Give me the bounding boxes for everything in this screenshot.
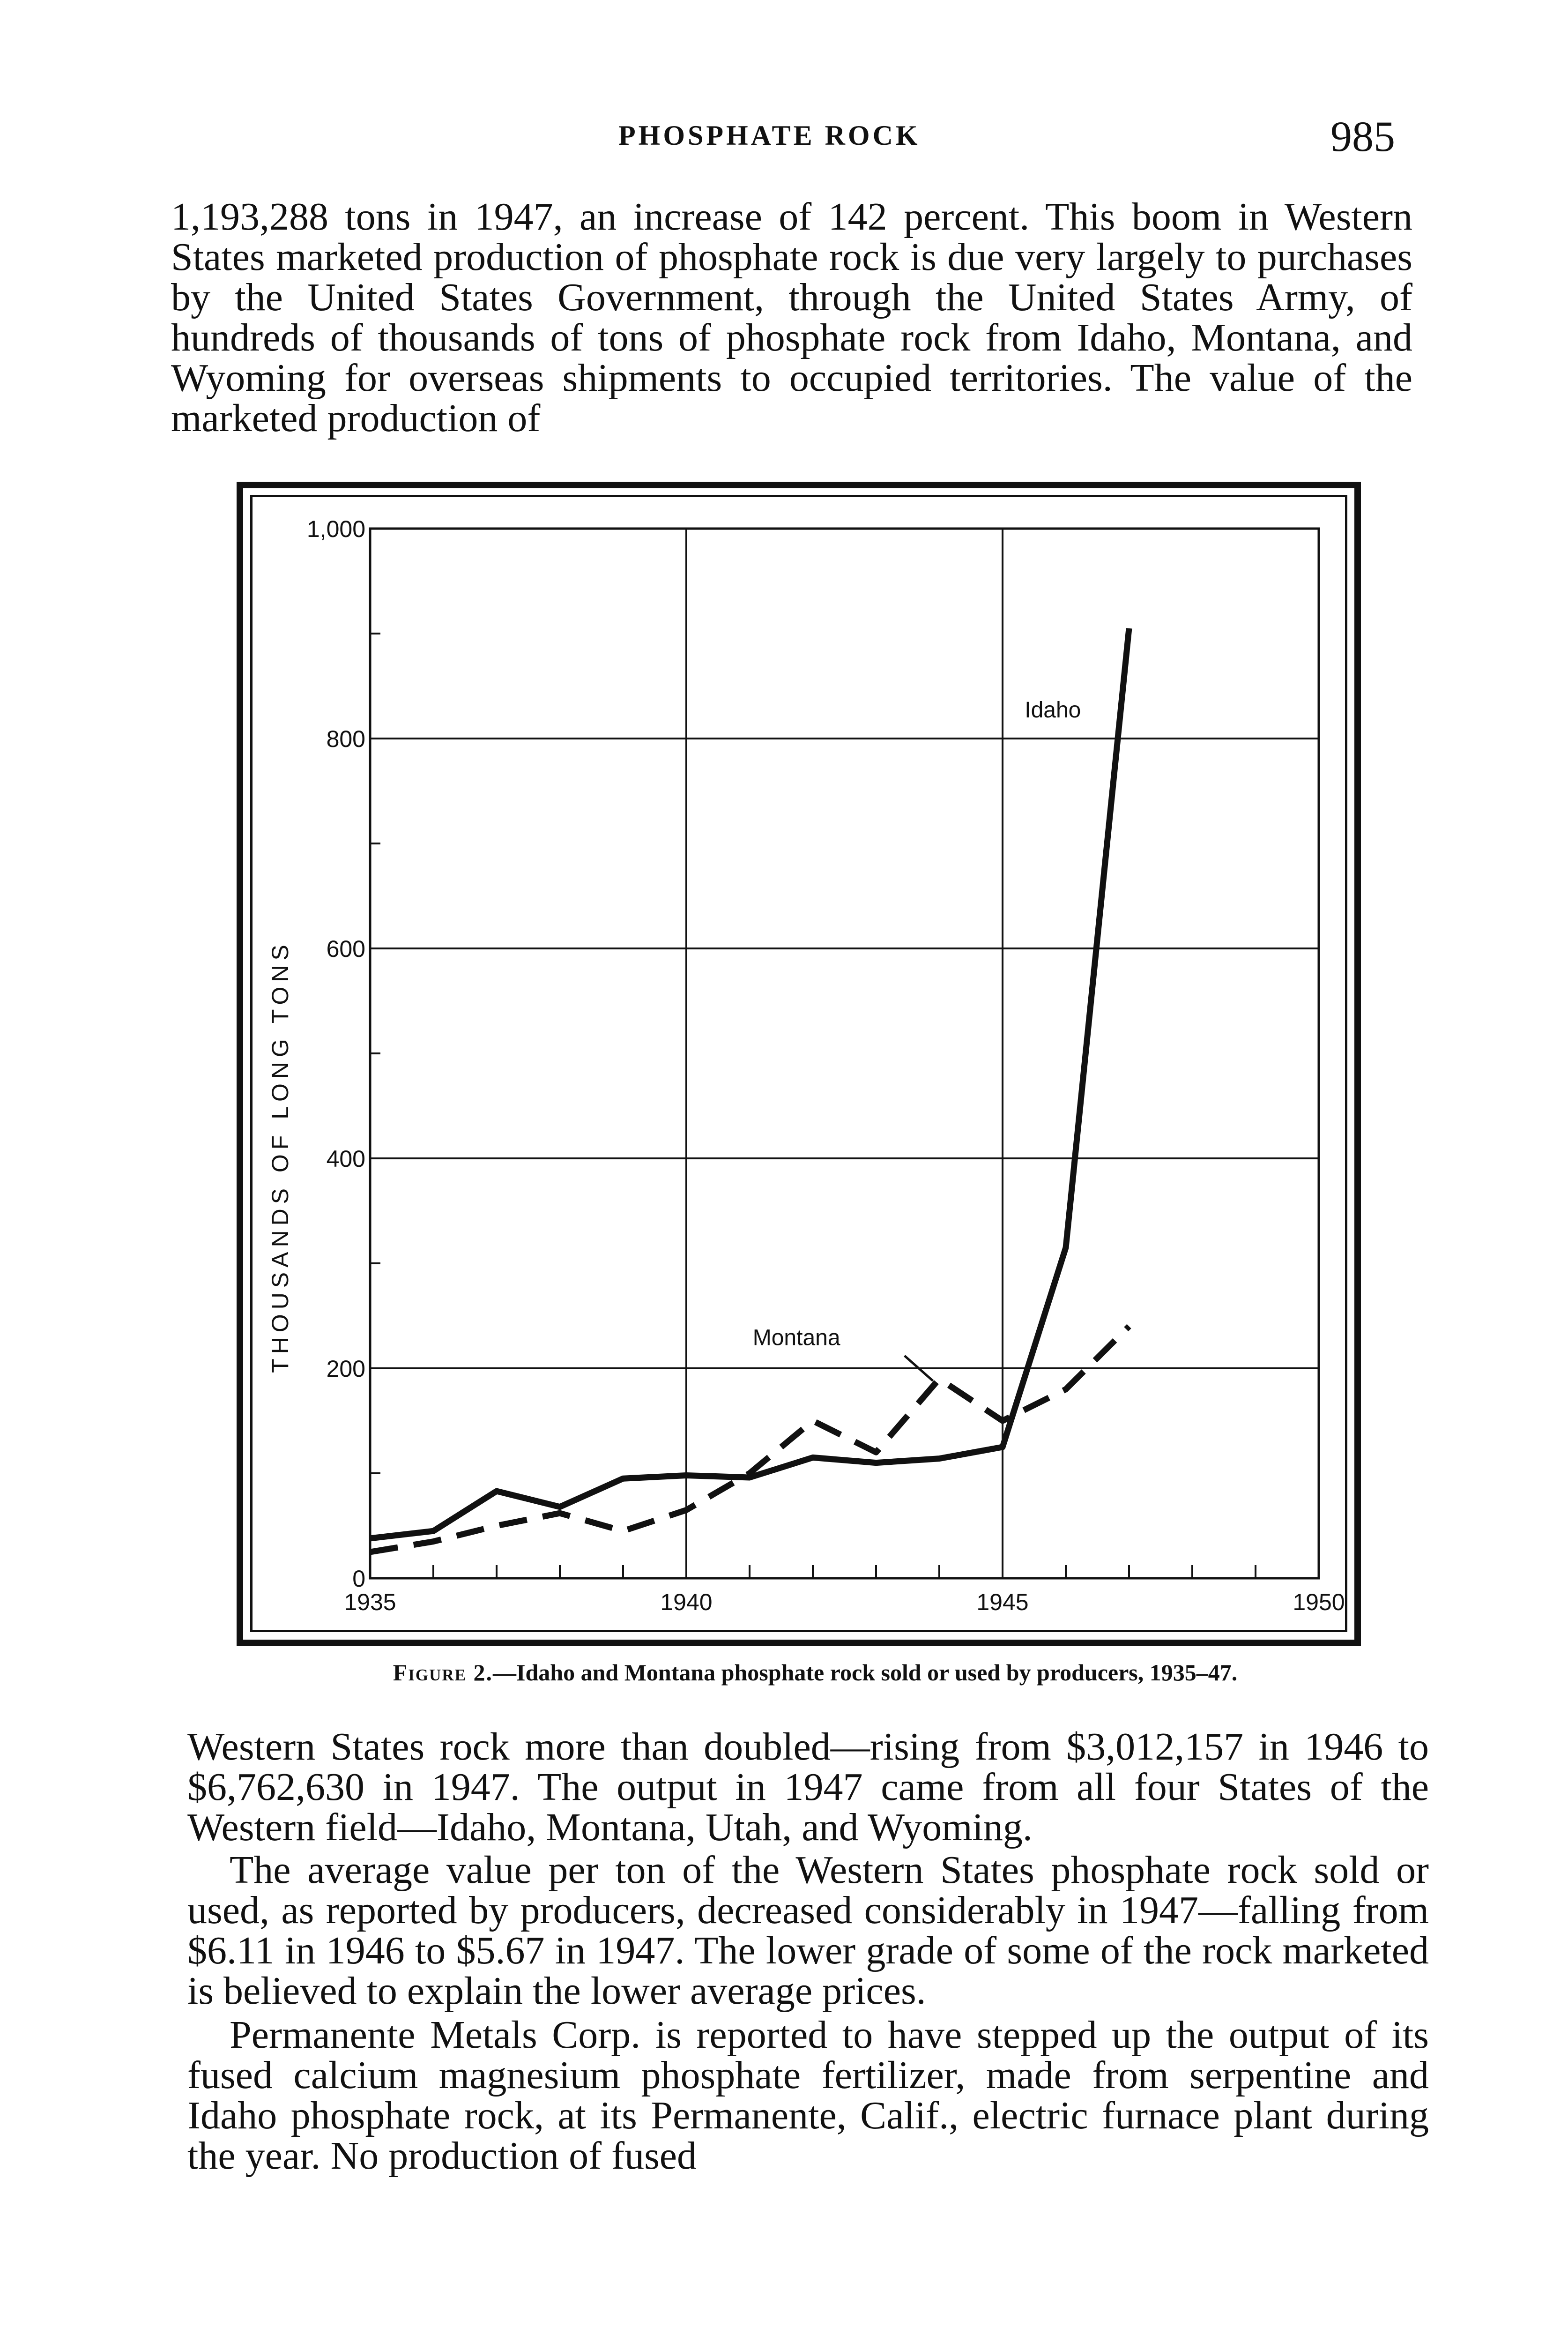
figure-label: Figure 2. (393, 1659, 493, 1686)
y-tick-label: 400 (326, 1146, 365, 1172)
figure-caption-text: —Idaho and Montana phosphate rock sold or used by producers, 1935–47. (493, 1659, 1238, 1686)
y-tick-label: 600 (326, 936, 365, 962)
body-paragraph-1: 1,193,288 tons in 1947, an increase of 142 percent. This boom in Western States marketed production of phosphate rock is due very largely to purchases by the United States Government, through the United States Army, of hundreds of thousands of tons of phosphate rock from Idaho, Montana, and Wyoming for overseas shipments to occupied territories. The value of the marketed production of (171, 195, 1412, 440)
figure-inner-border (250, 495, 1347, 1632)
body-paragraph-2: Western States rock more than doubled—rising from $3,012,157 in 1946 to $6,762,630 in 1947. The output in 1947 came from all four States of the Western field—Idaho, Montana, Utah, and Wyoming. (187, 1725, 1429, 1849)
x-tick-label: 1945 (976, 1589, 1029, 1615)
y-axis-label: THOUSANDS OF LONG TONS (267, 940, 293, 1373)
series-label-montana: Montana (752, 1325, 840, 1351)
y-tick-label: 1,000 (306, 516, 365, 542)
y-tick-label: 800 (326, 726, 365, 752)
series-label-idaho: Idaho (1025, 698, 1081, 723)
x-tick-label: 1950 (1293, 1589, 1345, 1615)
running-head: PHOSPHATE ROCK (618, 120, 921, 151)
figure-caption (323, 1659, 1307, 1686)
body-paragraph-3: The average value per ton of the Western States phosphate rock sold or used, as reported by producers, decreased considerably in 1947—falling from $6.11 in 1946 to $5.67 in 1947. The lower grade of some of the rock marketed is believed to explain the lower average prices. (187, 1848, 1429, 2013)
y-tick-label: 0 (352, 1566, 365, 1592)
x-tick-label: 1935 (344, 1589, 396, 1615)
x-tick-label: 1940 (660, 1589, 713, 1615)
y-tick-label: 200 (326, 1356, 365, 1382)
page-number: 985 (1330, 112, 1395, 160)
body-paragraph-4: Permanente Metals Corp. is reported to have stepped up the output of its fused calcium magnesium phosphate fertilizer, made from serpentine and Idaho phosphate rock, at its Permanente, Calif., electric furnace plant during the year. No production of fused (187, 2013, 1429, 2178)
